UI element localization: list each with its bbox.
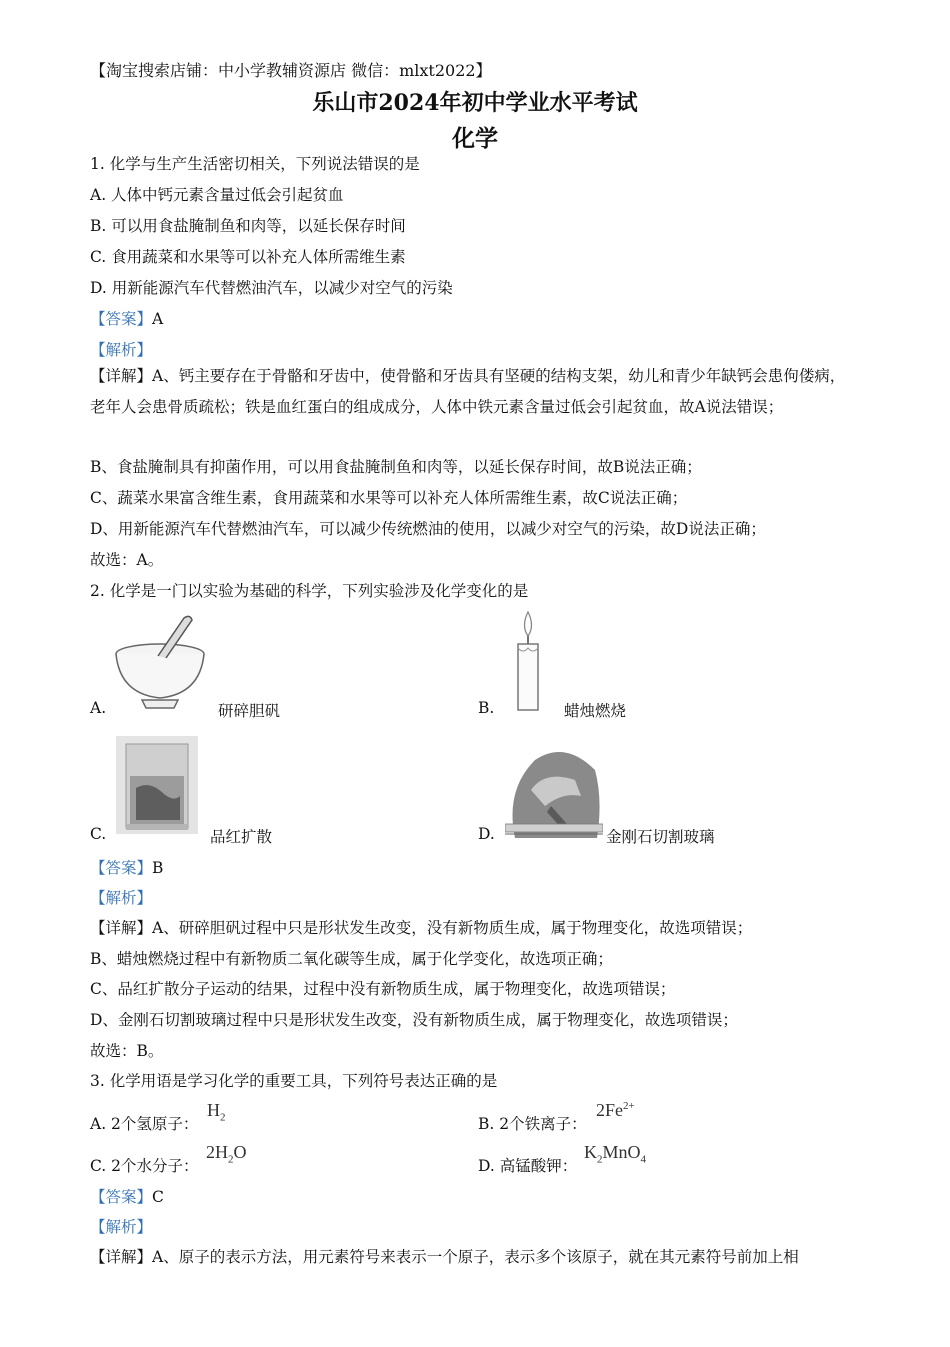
q2-stem: 2. 化学是一门以实验为基础的科学，下列实验涉及化学变化的是 (90, 582, 529, 600)
detail-tag: 【详解】 (90, 367, 153, 385)
q3-option-a-formula (207, 1100, 226, 1124)
q1-detail-d: D、用新能源汽车代替燃油汽车，可以减少传统燃油的使用，以减少对空气的污染，故D说法正确； (90, 520, 766, 538)
formula-main: H (207, 1100, 220, 1120)
q1-detail-b: B、食盐腌制具有抑菌作用，可以用食盐腌制鱼和肉等，以延长保存时间，故B说法正确； (90, 458, 702, 476)
diamond-cutter-icon (505, 740, 603, 844)
q1-stem: 1. 化学与生产生活密切相关，下列说法错误的是 (90, 155, 420, 173)
formula-sub: 4 (640, 1153, 647, 1166)
formula-sub: 2 (597, 1153, 603, 1166)
answer-value: C (152, 1188, 164, 1206)
q2-option-d-letter: D. (478, 825, 495, 843)
q3-answer (90, 1185, 164, 1207)
detail-tag: 【详解】 (90, 919, 153, 937)
q1-option-d: D. 用新能源汽车代替燃油汽车，以减少对空气的污染 (90, 279, 453, 297)
detail-tag: 【详解】 (90, 1248, 153, 1266)
q3-option-b-formula (596, 1100, 635, 1121)
q2-detail-b: B、蜡烛燃烧过程中有新物质二氧化碳等生成，属于化学变化，故选项正确； (90, 950, 613, 968)
answer-value: A (152, 310, 164, 328)
q2-conclusion: 故选：B。 (90, 1042, 164, 1060)
formula-main: 2Fe (596, 1100, 623, 1120)
q3-option-b-label: B. 2个铁离子： (478, 1115, 587, 1133)
q1-analysis-tag: 【解析】 (90, 341, 153, 359)
q1-conclusion: 故选：A。 (90, 551, 164, 569)
q1-detail-a (90, 361, 860, 423)
q2-option-c-letter: C. (90, 825, 107, 843)
detail-text: A、原子的表示方法，用元素符号来表示一个原子，表示多个该原子，就在其元素符号前加上相 (152, 1248, 799, 1266)
q3-option-d-formula (584, 1142, 646, 1166)
formula-main: K (584, 1142, 597, 1162)
exam-title: 乐山市2024年初中学业水平考试 (312, 90, 638, 116)
q2-detail-d: D、金刚石切割玻璃过程中只是形状发生改变，没有新物质生成，属于物理变化，故选项错误； (90, 1011, 738, 1029)
formula-sub: 2 (228, 1153, 234, 1166)
detail-text: A、研碎胆矾过程中只是形状发生改变，没有新物质生成，属于物理变化，故选项错误； (152, 919, 753, 937)
formula-rest: MnO (602, 1142, 641, 1162)
q2-option-a-letter: A. (90, 699, 107, 717)
q2-analysis-tag: 【解析】 (90, 889, 153, 907)
q3-analysis-tag: 【解析】 (90, 1218, 153, 1236)
q3-option-c-formula (206, 1142, 247, 1166)
q2-option-d-label: 金刚石切割玻璃 (606, 828, 715, 846)
formula-sup: 2+ (623, 1100, 635, 1112)
q2-option-c-label: 品红扩散 (210, 828, 273, 846)
q3-stem: 3. 化学用语是学习化学的重要工具，下列符号表达正确的是 (90, 1072, 498, 1090)
answer-tag: 【答案】 (90, 1188, 153, 1206)
q1-answer (90, 307, 163, 329)
answer-value: B (152, 859, 164, 877)
answer-tag: 【答案】 (90, 859, 153, 877)
formula-main: 2H (206, 1142, 228, 1162)
q2-detail-a (90, 916, 752, 938)
q2-option-b-letter: B. (478, 699, 495, 717)
answer-tag: 【答案】 (90, 310, 153, 328)
q2-answer (90, 856, 163, 878)
q3-option-c-label: C. 2个水分子： (90, 1157, 199, 1175)
q2-option-a-label: 研碎胆矾 (218, 702, 281, 720)
q1-option-c: C. 食用蔬菜和水果等可以补充人体所需维生素 (90, 248, 406, 266)
mortar-pestle-icon (110, 612, 210, 712)
q1-detail-c: C、蔬菜水果富含维生素，食用蔬菜和水果等可以补充人体所需维生素，故C说法正确； (90, 489, 688, 507)
beaker-icon (116, 736, 198, 834)
q1-option-a: A. 人体中钙元素含量过低会引起贫血 (90, 186, 344, 204)
formula-rest: O (233, 1142, 247, 1162)
formula-sub: 2 (220, 1111, 226, 1124)
q3-detail-a (90, 1245, 799, 1267)
candle-icon (508, 608, 548, 714)
q1-option-b: B. 可以用食盐腌制鱼和肉等，以延长保存时间 (90, 217, 406, 235)
q3-option-d-label: D. 高锰酸钾： (478, 1157, 578, 1175)
q3-option-a-label: A. 2个氢原子： (90, 1115, 199, 1133)
subject-title: 化学 (452, 125, 498, 152)
detail-text: A、钙主要存在于骨骼和牙齿中，使骨骼和牙齿具有坚硬的结构支架，幼儿和青少年缺钙会患佝偻病，老年人会患骨质疏松；铁是血红蛋白的组成成分，人体中铁元素含量过低会引起贫血，故A说法错误； (90, 367, 846, 416)
q2-option-b-label: 蜡烛燃烧 (564, 702, 627, 720)
q2-detail-c: C、品红扩散分子运动的结果，过程中没有新物质生成，属于物理变化，故选项错误； (90, 980, 676, 998)
store-ad: 【淘宝搜索店铺：中小学教辅资源店 微信：mlxt2022】 (90, 61, 492, 80)
